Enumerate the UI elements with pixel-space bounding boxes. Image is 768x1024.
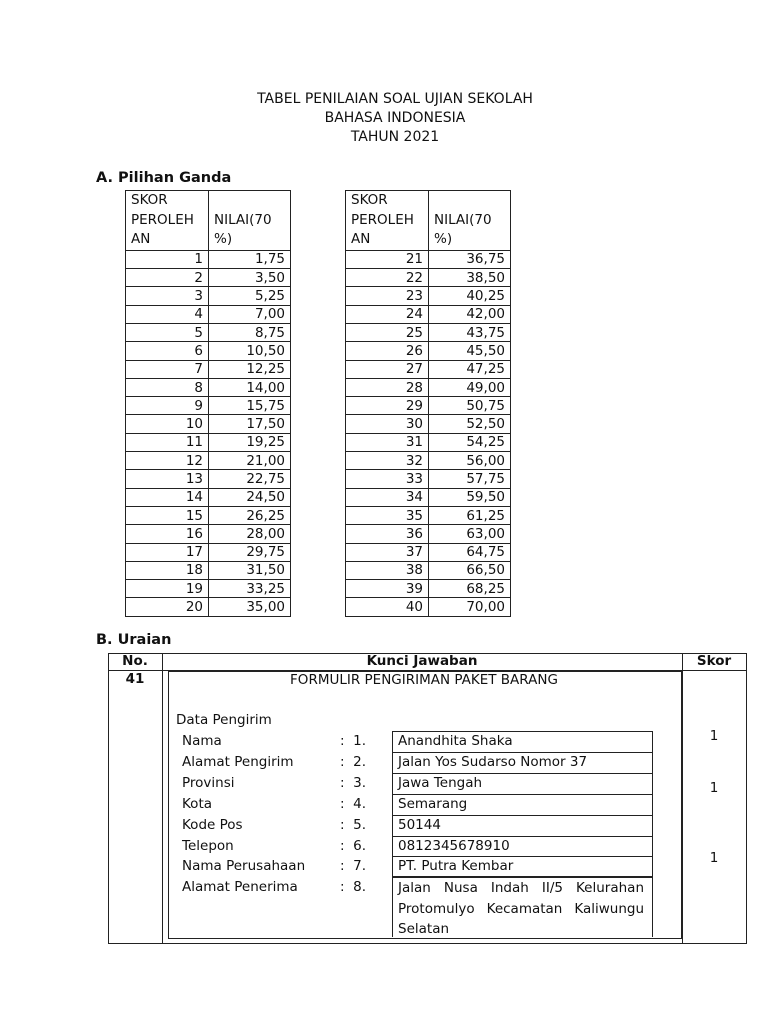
nilai-cell: 45,50 [429, 342, 511, 360]
score-row [126, 305, 291, 323]
skor-cell: 21 [346, 250, 429, 268]
field-label: Alamat Penerima [182, 879, 298, 895]
skor-cell: 1 [126, 250, 209, 268]
skor-cell: 36 [346, 525, 429, 543]
skor-cell: 7 [126, 360, 209, 378]
skor-cell: 19 [126, 580, 209, 598]
score-value: 1 [709, 780, 719, 796]
score-row [346, 506, 511, 524]
score-row [126, 561, 291, 579]
header-skor-line: SKOR [351, 192, 388, 208]
header-nilai [429, 191, 511, 251]
score-value: 1 [709, 850, 719, 866]
header-skor-b: Skor [696, 653, 732, 669]
field-number: : 5. [340, 817, 367, 833]
skor-cell: 5 [126, 323, 209, 341]
score-row [126, 580, 291, 598]
score-row [346, 525, 511, 543]
score-row [126, 598, 291, 616]
score-table-right [345, 190, 511, 617]
header-nilai-line: NILAI(70 [214, 211, 272, 228]
field-number: : 6. [340, 838, 367, 854]
field-value-line: Selatan [398, 921, 450, 937]
field-label: Provinsi [182, 775, 235, 791]
skor-cell: 40 [346, 598, 429, 616]
nilai-cell: 52,50 [429, 415, 511, 433]
field-value-line: Protomulyo Kecamatan Kaliwungu [398, 900, 644, 917]
nilai-cell: 57,75 [429, 470, 511, 488]
skor-cell: 4 [126, 305, 209, 323]
field-label: Nama [182, 733, 222, 749]
header-nilai-line: NILAI(70 [434, 211, 492, 228]
nilai-cell: 22,75 [209, 470, 291, 488]
skor-cell: 2 [126, 269, 209, 287]
nilai-cell: 15,75 [209, 397, 291, 415]
header-skor [126, 191, 209, 251]
skor-cell: 34 [346, 488, 429, 506]
field-value: Jalan Yos Sudarso Nomor 37 [398, 754, 588, 770]
nilai-cell: 12,25 [209, 360, 291, 378]
score-row [126, 360, 291, 378]
skor-cell: 12 [126, 452, 209, 470]
field-value: Semarang [398, 796, 468, 812]
nilai-cell: 35,00 [209, 598, 291, 616]
skor-cell: 25 [346, 323, 429, 341]
skor-cell: 6 [126, 342, 209, 360]
nilai-cell: 3,50 [209, 269, 291, 287]
nilai-cell: 50,75 [429, 397, 511, 415]
field-value-box [392, 877, 653, 937]
skor-cell: 31 [346, 433, 429, 451]
skor-cell: 32 [346, 452, 429, 470]
nilai-cell: 70,00 [429, 598, 511, 616]
skor-cell: 14 [126, 488, 209, 506]
score-row [346, 269, 511, 287]
skor-cell: 38 [346, 561, 429, 579]
nilai-cell: 31,50 [209, 561, 291, 579]
skor-cell: 17 [126, 543, 209, 561]
skor-cell: 39 [346, 580, 429, 598]
skor-cell: 23 [346, 287, 429, 305]
field-label: Nama Perusahaan [182, 858, 306, 874]
row-number: 41 [125, 671, 145, 687]
skor-cell: 18 [126, 561, 209, 579]
section-b-title: B. Uraian [96, 632, 172, 648]
score-row [346, 305, 511, 323]
field-label: Kode Pos [182, 817, 243, 833]
score-row [346, 598, 511, 616]
nilai-cell: 61,25 [429, 506, 511, 524]
nilai-cell: 1,75 [209, 250, 291, 268]
header-skor-line: AN [131, 231, 151, 248]
nilai-cell: 38,50 [429, 269, 511, 287]
nilai-cell: 17,50 [209, 415, 291, 433]
field-value-box [392, 752, 653, 773]
skor-cell: 27 [346, 360, 429, 378]
score-row [126, 543, 291, 561]
skor-cell: 20 [126, 598, 209, 616]
score-row [126, 397, 291, 415]
score-row [346, 433, 511, 451]
field-value-box [392, 773, 653, 794]
header-skor-line: PEROLEH [351, 211, 414, 228]
nilai-cell: 5,25 [209, 287, 291, 305]
field-number: : 2. [340, 754, 367, 770]
skor-cell: 28 [346, 378, 429, 396]
field-label: Telepon [182, 838, 234, 854]
header-skor-line: AN [351, 231, 371, 248]
nilai-cell: 8,75 [209, 323, 291, 341]
skor-cell: 9 [126, 397, 209, 415]
nilai-cell: 14,00 [209, 378, 291, 396]
header-nilai-line: %) [214, 231, 233, 248]
field-value-box [392, 836, 653, 857]
skor-cell: 3 [126, 287, 209, 305]
sender-label: Data Pengirim [176, 712, 272, 728]
score-row [346, 342, 511, 360]
score-row [346, 415, 511, 433]
field-number: : 8. [340, 879, 367, 895]
score-row [126, 342, 291, 360]
header-skor-line: PEROLEH [131, 211, 194, 228]
field-number: : 7. [340, 858, 367, 874]
skor-cell: 33 [346, 470, 429, 488]
nilai-cell: 33,25 [209, 580, 291, 598]
doc-title: TABEL PENILAIAN SOAL UJIAN SEKOLAH [257, 91, 533, 107]
field-value: PT. Putra Kembar [398, 858, 514, 874]
score-table-left [125, 190, 291, 617]
form-title: FORMULIR PENGIRIMAN PAKET BARANG [290, 672, 558, 688]
doc-year: TAHUN 2021 [350, 129, 440, 145]
score-row [126, 323, 291, 341]
score-row [346, 452, 511, 470]
field-number: : 1. [340, 733, 367, 749]
score-row [346, 287, 511, 305]
header-skor [346, 191, 429, 251]
score-row [346, 360, 511, 378]
skor-cell: 26 [346, 342, 429, 360]
score-value: 1 [709, 728, 719, 744]
nilai-cell: 66,50 [429, 561, 511, 579]
score-row [126, 506, 291, 524]
nilai-cell: 56,00 [429, 452, 511, 470]
nilai-cell: 36,75 [429, 250, 511, 268]
score-row [346, 378, 511, 396]
skor-cell: 35 [346, 506, 429, 524]
header-no: No. [122, 653, 148, 669]
field-value-box [392, 856, 653, 877]
skor-cell: 22 [346, 269, 429, 287]
skor-cell: 30 [346, 415, 429, 433]
skor-cell: 8 [126, 378, 209, 396]
score-row [126, 250, 291, 268]
score-row [346, 580, 511, 598]
nilai-cell: 24,50 [209, 488, 291, 506]
nilai-cell: 49,00 [429, 378, 511, 396]
nilai-cell: 59,50 [429, 488, 511, 506]
skor-cell: 29 [346, 397, 429, 415]
score-row [126, 452, 291, 470]
doc-subject: BAHASA INDONESIA [324, 110, 466, 126]
header-nilai-line: %) [434, 231, 453, 248]
score-row [126, 415, 291, 433]
score-row [126, 287, 291, 305]
nilai-cell: 43,75 [429, 323, 511, 341]
field-number: : 4. [340, 796, 367, 812]
score-row [126, 488, 291, 506]
field-value-line: Jalan Nusa Indah II/5 Kelurahan [398, 880, 644, 896]
score-row [346, 250, 511, 268]
field-value-box [392, 815, 653, 836]
section-a-title: A. Pilihan Ganda [96, 170, 232, 186]
header-skor-line: SKOR [131, 192, 168, 208]
score-row [346, 543, 511, 561]
score-row [346, 323, 511, 341]
skor-cell: 16 [126, 525, 209, 543]
nilai-cell: 54,25 [429, 433, 511, 451]
field-value-box [392, 731, 653, 752]
nilai-cell: 19,25 [209, 433, 291, 451]
nilai-cell: 68,25 [429, 580, 511, 598]
nilai-cell: 64,75 [429, 543, 511, 561]
skor-cell: 24 [346, 305, 429, 323]
header-nilai [209, 191, 291, 251]
nilai-cell: 21,00 [209, 452, 291, 470]
skor-cell: 11 [126, 433, 209, 451]
score-row [126, 433, 291, 451]
score-row [346, 397, 511, 415]
nilai-cell: 63,00 [429, 525, 511, 543]
nilai-cell: 42,00 [429, 305, 511, 323]
nilai-cell: 47,25 [429, 360, 511, 378]
score-row [346, 561, 511, 579]
skor-cell: 13 [126, 470, 209, 488]
field-label: Kota [182, 796, 213, 812]
field-value: Jawa Tengah [398, 775, 483, 791]
score-row [126, 470, 291, 488]
score-row [126, 378, 291, 396]
field-value: Anandhita Shaka [398, 733, 513, 749]
skor-cell: 15 [126, 506, 209, 524]
field-value-box [392, 794, 653, 815]
col-divider-skor [682, 653, 683, 943]
nilai-cell: 26,25 [209, 506, 291, 524]
score-row [346, 470, 511, 488]
nilai-cell: 28,00 [209, 525, 291, 543]
skor-cell: 37 [346, 543, 429, 561]
col-divider-no [162, 653, 163, 943]
nilai-cell: 29,75 [209, 543, 291, 561]
field-label: Alamat Pengirim [182, 754, 294, 770]
nilai-cell: 10,50 [209, 342, 291, 360]
nilai-cell: 40,25 [429, 287, 511, 305]
score-row [126, 525, 291, 543]
skor-cell: 10 [126, 415, 209, 433]
field-value: 0812345678910 [398, 838, 510, 854]
score-row [346, 488, 511, 506]
header-kunci: Kunci Jawaban [366, 653, 478, 669]
score-row [126, 269, 291, 287]
field-value: 50144 [398, 817, 441, 833]
nilai-cell: 7,00 [209, 305, 291, 323]
field-number: : 3. [340, 775, 367, 791]
